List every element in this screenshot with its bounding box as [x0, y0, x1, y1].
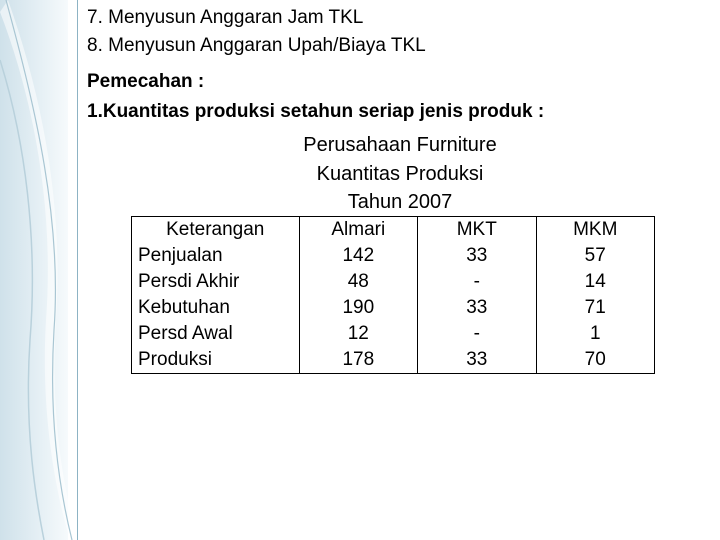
table-cell: 12 — [299, 321, 418, 347]
table-cell: 33 — [418, 347, 536, 374]
table-subject: Kuantitas Produksi — [316, 163, 484, 185]
slide-decoration — [0, 0, 78, 540]
table-cell: 57 — [536, 243, 655, 269]
table-cell: 178 — [299, 347, 418, 374]
table-cell: 71 — [536, 295, 655, 321]
table-year: Tahun 2007 — [347, 191, 453, 213]
company-title: Perusahaan Furniture — [303, 134, 497, 156]
table-cell: 190 — [299, 295, 418, 321]
table-cell: 70 — [536, 347, 655, 374]
table-cell: 14 — [536, 269, 655, 295]
pemecahan-heading: Pemecahan : — [87, 71, 205, 92]
table-cell: 142 — [299, 243, 418, 269]
item-7: 7. Menyusun Anggaran Jam TKL — [87, 7, 364, 28]
header-cell: Almari — [299, 217, 418, 244]
table-cell: - — [418, 269, 536, 295]
row-label: Produksi — [138, 349, 212, 370]
table-row — [132, 347, 655, 374]
table-cell: 33 — [418, 243, 536, 269]
table-header-row — [132, 217, 655, 244]
table-row — [132, 295, 655, 321]
table-cell: 48 — [299, 269, 418, 295]
row-label: Penjualan — [138, 245, 223, 266]
item-8: 8. Menyusun Anggaran Upah/Biaya TKL — [87, 35, 426, 56]
row-label: Persdi Akhir — [138, 271, 240, 292]
production-quantity-table — [131, 216, 655, 374]
table-row — [132, 321, 655, 347]
row-label: Persd Awal — [138, 323, 233, 344]
table-row — [132, 243, 655, 269]
step-1-heading: 1.Kuantitas produksi setahun seriap jenis produk : — [87, 101, 545, 122]
table-row — [132, 269, 655, 295]
table-cell: 33 — [418, 295, 536, 321]
table-cell: - — [418, 321, 536, 347]
header-cell: MKT — [418, 217, 536, 244]
header-cell: Keterangan — [166, 219, 265, 240]
row-label: Kebutuhan — [138, 297, 230, 318]
table-cell: 1 — [536, 321, 655, 347]
header-cell: MKM — [536, 217, 655, 244]
